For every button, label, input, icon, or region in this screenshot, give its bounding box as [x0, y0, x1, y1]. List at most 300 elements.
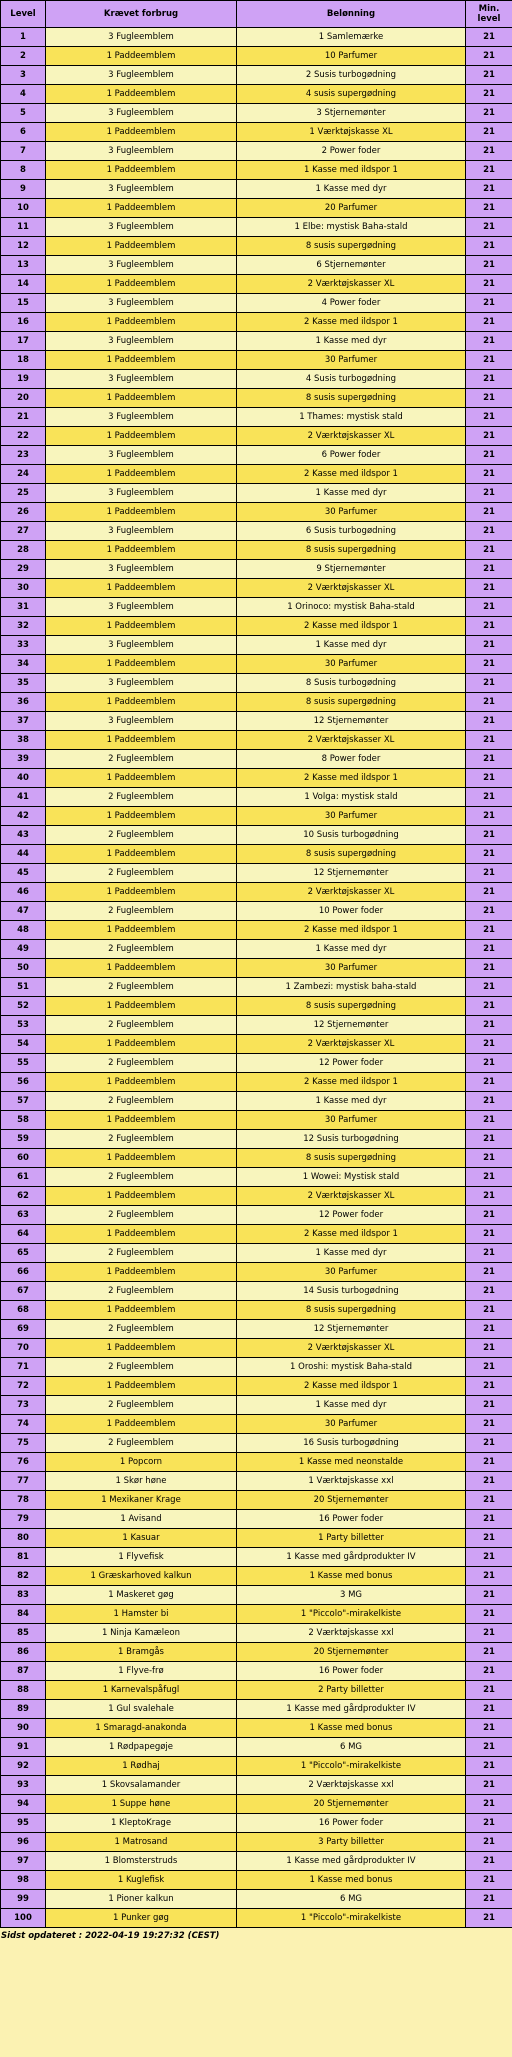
min-level-cell: 21	[466, 1852, 512, 1871]
table-row	[1, 1149, 512, 1168]
required-cell: 1 Bramgås	[46, 1643, 237, 1662]
required-cell: 1 Paddeemblem	[46, 351, 237, 370]
level-cell: 78	[1, 1491, 46, 1510]
table-row	[1, 332, 512, 351]
level-cell: 73	[1, 1396, 46, 1415]
reward-cell: 10 Susis turbogødning	[237, 826, 466, 845]
min-level-cell: 21	[466, 902, 512, 921]
min-level-cell: 21	[466, 1111, 512, 1130]
level-cell: 64	[1, 1225, 46, 1244]
required-cell: 2 Fugleemblem	[46, 1282, 237, 1301]
required-cell: 1 Kasuar	[46, 1529, 237, 1548]
reward-cell: 2 Kasse med ildspor 1	[237, 465, 466, 484]
table-row	[1, 427, 512, 446]
level-cell: 38	[1, 731, 46, 750]
level-cell: 66	[1, 1263, 46, 1282]
reward-cell: 30 Parfumer	[237, 351, 466, 370]
reward-cell: 1 Samlemærke	[237, 28, 466, 47]
required-cell: 2 Fugleemblem	[46, 1130, 237, 1149]
table-row	[1, 1225, 512, 1244]
table-row	[1, 1833, 512, 1852]
required-cell: 2 Fugleemblem	[46, 1396, 237, 1415]
level-cell: 56	[1, 1073, 46, 1092]
reward-cell: 30 Parfumer	[237, 959, 466, 978]
reward-cell: 3 Stjernemønter	[237, 104, 466, 123]
table-row	[1, 1396, 512, 1415]
required-cell: 1 Paddeemblem	[46, 1339, 237, 1358]
level-cell: 5	[1, 104, 46, 123]
min-level-cell: 21	[466, 1643, 512, 1662]
min-level-cell: 21	[466, 123, 512, 142]
required-cell: 2 Fugleemblem	[46, 1206, 237, 1225]
table-row	[1, 788, 512, 807]
reward-cell: 4 Susis turbogødning	[237, 370, 466, 389]
table-row	[1, 313, 512, 332]
required-cell: 1 Suppe høne	[46, 1795, 237, 1814]
table-row	[1, 864, 512, 883]
table-row	[1, 1909, 512, 1928]
table-row	[1, 693, 512, 712]
level-cell: 59	[1, 1130, 46, 1149]
required-cell: 1 Paddeemblem	[46, 1415, 237, 1434]
level-cell: 84	[1, 1605, 46, 1624]
reward-cell: 6 Power foder	[237, 446, 466, 465]
table-row	[1, 617, 512, 636]
required-cell: 3 Fugleemblem	[46, 28, 237, 47]
table-row	[1, 1757, 512, 1776]
min-level-cell: 21	[466, 674, 512, 693]
level-cell: 87	[1, 1662, 46, 1681]
level-cell: 10	[1, 199, 46, 218]
table-row	[1, 1681, 512, 1700]
reward-cell: 10 Parfumer	[237, 47, 466, 66]
required-cell: 2 Fugleemblem	[46, 788, 237, 807]
required-cell: 1 Skovsalamander	[46, 1776, 237, 1795]
min-level-cell: 21	[466, 1700, 512, 1719]
level-cell: 60	[1, 1149, 46, 1168]
level-cell: 57	[1, 1092, 46, 1111]
reward-cell: 2 Susis turbogødning	[237, 66, 466, 85]
table-row	[1, 1377, 512, 1396]
reward-cell: 6 Susis turbogødning	[237, 522, 466, 541]
required-cell: 1 Flyvefisk	[46, 1548, 237, 1567]
reward-cell: 20 Stjernemønter	[237, 1643, 466, 1662]
min-level-cell: 21	[466, 1890, 512, 1909]
table-row	[1, 1320, 512, 1339]
reward-cell: 1 Kasse med dyr	[237, 1244, 466, 1263]
reward-cell: 1 Thames: mystisk stald	[237, 408, 466, 427]
table-row	[1, 1168, 512, 1187]
required-cell: 1 Paddeemblem	[46, 1187, 237, 1206]
min-level-cell: 21	[466, 1871, 512, 1890]
required-cell: 1 KleptoKrage	[46, 1814, 237, 1833]
min-level-cell: 21	[466, 1662, 512, 1681]
table-row	[1, 1624, 512, 1643]
level-cell: 17	[1, 332, 46, 351]
table-row	[1, 123, 512, 142]
reward-cell: 9 Stjernemønter	[237, 560, 466, 579]
min-level-cell: 21	[466, 503, 512, 522]
table-row	[1, 1890, 512, 1909]
level-cell: 16	[1, 313, 46, 332]
min-level-cell: 21	[466, 598, 512, 617]
required-cell: 3 Fugleemblem	[46, 142, 237, 161]
table-row	[1, 1206, 512, 1225]
table-row	[1, 1795, 512, 1814]
reward-cell: 1 Kasse med neonstalde	[237, 1453, 466, 1472]
level-cell: 58	[1, 1111, 46, 1130]
table-row	[1, 1054, 512, 1073]
reward-cell: 30 Parfumer	[237, 807, 466, 826]
required-cell: 3 Fugleemblem	[46, 598, 237, 617]
level-cell: 70	[1, 1339, 46, 1358]
table-row	[1, 750, 512, 769]
reward-cell: 1 Værktøjskasse xxl	[237, 1472, 466, 1491]
required-cell: 1 Gul svalehale	[46, 1700, 237, 1719]
min-level-cell: 21	[466, 1054, 512, 1073]
table-row	[1, 1358, 512, 1377]
reward-cell: 1 Kasse med dyr	[237, 940, 466, 959]
reward-cell: 30 Parfumer	[237, 1415, 466, 1434]
reward-cell: 2 Værktøjskasser XL	[237, 883, 466, 902]
reward-cell: 1 Kasse med ildspor 1	[237, 161, 466, 180]
required-cell: 3 Fugleemblem	[46, 674, 237, 693]
reward-cell: 1 Kasse med dyr	[237, 180, 466, 199]
min-level-cell: 21	[466, 1016, 512, 1035]
required-cell: 3 Fugleemblem	[46, 408, 237, 427]
required-cell: 1 Paddeemblem	[46, 769, 237, 788]
min-level-cell: 21	[466, 1472, 512, 1491]
required-cell: 3 Fugleemblem	[46, 332, 237, 351]
reward-cell: 16 Power foder	[237, 1814, 466, 1833]
min-level-cell: 21	[466, 1510, 512, 1529]
table-row	[1, 1586, 512, 1605]
level-cell: 8	[1, 161, 46, 180]
table-row	[1, 959, 512, 978]
required-cell: 2 Fugleemblem	[46, 864, 237, 883]
table-row	[1, 370, 512, 389]
reward-cell: 2 Kasse med ildspor 1	[237, 1073, 466, 1092]
header-row	[1, 1, 512, 28]
level-cell: 74	[1, 1415, 46, 1434]
reward-cell: 6 MG	[237, 1890, 466, 1909]
min-level-cell: 21	[466, 1187, 512, 1206]
table-row	[1, 997, 512, 1016]
table-row	[1, 769, 512, 788]
table-row	[1, 655, 512, 674]
level-cell: 55	[1, 1054, 46, 1073]
table-row	[1, 1643, 512, 1662]
table-row	[1, 1548, 512, 1567]
reward-cell: 30 Parfumer	[237, 1263, 466, 1282]
reward-cell: 1 Oroshi: mystisk Baha-stald	[237, 1358, 466, 1377]
required-cell: 3 Fugleemblem	[46, 294, 237, 313]
required-cell: 1 Pioner kalkun	[46, 1890, 237, 1909]
level-cell: 4	[1, 85, 46, 104]
level-cell: 25	[1, 484, 46, 503]
level-cell: 47	[1, 902, 46, 921]
table-row	[1, 1282, 512, 1301]
required-cell: 1 Paddeemblem	[46, 199, 237, 218]
required-cell: 1 Paddeemblem	[46, 807, 237, 826]
min-level-cell: 21	[466, 1795, 512, 1814]
level-cell: 14	[1, 275, 46, 294]
required-cell: 3 Fugleemblem	[46, 218, 237, 237]
header-required-consumption: Krævet forbrug	[46, 1, 237, 28]
table-row	[1, 1529, 512, 1548]
reward-cell: 2 Værktøjskasser XL	[237, 1339, 466, 1358]
reward-cell: 2 Kasse med ildspor 1	[237, 313, 466, 332]
level-cell: 35	[1, 674, 46, 693]
required-cell: 1 Paddeemblem	[46, 883, 237, 902]
table-row	[1, 1567, 512, 1586]
reward-cell: 4 Power foder	[237, 294, 466, 313]
last-updated-note: Sidst opdateret : 2022-04-19 19:27:32 (CEST)	[1, 1931, 220, 1941]
required-cell: 1 Maskeret gøg	[46, 1586, 237, 1605]
level-cell: 81	[1, 1548, 46, 1567]
header-reward: Belønning	[237, 1, 466, 28]
table-row	[1, 218, 512, 237]
reward-cell: 2 Værktøjskasser XL	[237, 579, 466, 598]
min-level-cell: 21	[466, 826, 512, 845]
required-cell: 1 Paddeemblem	[46, 1263, 237, 1282]
min-level-cell: 21	[466, 959, 512, 978]
level-cell: 37	[1, 712, 46, 731]
min-level-cell: 21	[466, 465, 512, 484]
min-level-cell: 21	[466, 845, 512, 864]
level-cell: 69	[1, 1320, 46, 1339]
min-level-cell: 21	[466, 1529, 512, 1548]
level-cell: 44	[1, 845, 46, 864]
required-cell: 1 Smaragd-anakonda	[46, 1719, 237, 1738]
level-cell: 19	[1, 370, 46, 389]
min-level-cell: 21	[466, 237, 512, 256]
table-row	[1, 446, 512, 465]
table-row	[1, 731, 512, 750]
header-level: Level	[1, 1, 46, 28]
level-cell: 100	[1, 1909, 46, 1928]
reward-cell: 1 Kasse med dyr	[237, 636, 466, 655]
level-cell: 39	[1, 750, 46, 769]
reward-cell: 8 susis supergødning	[237, 997, 466, 1016]
table-row	[1, 845, 512, 864]
level-cell: 77	[1, 1472, 46, 1491]
required-cell: 1 Ninja Kamæleon	[46, 1624, 237, 1643]
reward-cell: 1 Orinoco: mystisk Baha-stald	[237, 598, 466, 617]
min-level-cell: 21	[466, 332, 512, 351]
min-level-cell: 21	[466, 313, 512, 332]
level-cell: 27	[1, 522, 46, 541]
reward-cell: 1 "Piccolo"-mirakelkiste	[237, 1605, 466, 1624]
level-cell: 22	[1, 427, 46, 446]
level-cell: 32	[1, 617, 46, 636]
required-cell: 1 Matrosand	[46, 1833, 237, 1852]
table-row	[1, 1035, 512, 1054]
required-cell: 1 Skør høne	[46, 1472, 237, 1491]
min-level-cell: 21	[466, 1833, 512, 1852]
table-row	[1, 85, 512, 104]
reward-cell: 6 MG	[237, 1738, 466, 1757]
reward-cell: 2 Værktøjskasser XL	[237, 1035, 466, 1054]
level-cell: 62	[1, 1187, 46, 1206]
min-level-cell: 21	[466, 1548, 512, 1567]
required-cell: 3 Fugleemblem	[46, 636, 237, 655]
table-row	[1, 883, 512, 902]
required-cell: 1 Paddeemblem	[46, 655, 237, 674]
required-cell: 3 Fugleemblem	[46, 104, 237, 123]
reward-cell: 8 susis supergødning	[237, 845, 466, 864]
reward-cell: 30 Parfumer	[237, 1111, 466, 1130]
reward-cell: 1 Kasse med gårdprodukter IV	[237, 1700, 466, 1719]
min-level-cell: 21	[466, 1092, 512, 1111]
table-row	[1, 389, 512, 408]
level-cell: 97	[1, 1852, 46, 1871]
required-cell: 1 Paddeemblem	[46, 465, 237, 484]
level-cell: 79	[1, 1510, 46, 1529]
min-level-cell: 21	[466, 788, 512, 807]
table-row	[1, 1130, 512, 1149]
level-cell: 89	[1, 1700, 46, 1719]
table-row	[1, 47, 512, 66]
level-cell: 20	[1, 389, 46, 408]
level-cell: 98	[1, 1871, 46, 1890]
level-cell: 13	[1, 256, 46, 275]
reward-cell: 1 "Piccolo"-mirakelkiste	[237, 1909, 466, 1928]
table-row	[1, 1700, 512, 1719]
level-cell: 68	[1, 1301, 46, 1320]
level-cell: 31	[1, 598, 46, 617]
reward-cell: 10 Power foder	[237, 902, 466, 921]
reward-cell: 1 Elbe: mystisk Baha-stald	[237, 218, 466, 237]
level-cell: 15	[1, 294, 46, 313]
table-body	[1, 28, 512, 1928]
level-cell: 53	[1, 1016, 46, 1035]
min-level-cell: 21	[466, 1757, 512, 1776]
reward-cell: 1 Kasse med dyr	[237, 332, 466, 351]
min-level-cell: 21	[466, 85, 512, 104]
reward-cell: 1 Kasse med dyr	[237, 484, 466, 503]
required-cell: 1 Avisand	[46, 1510, 237, 1529]
table-row	[1, 598, 512, 617]
min-level-cell: 21	[466, 1586, 512, 1605]
min-level-cell: 21	[466, 693, 512, 712]
required-cell: 1 Paddeemblem	[46, 47, 237, 66]
min-level-cell: 21	[466, 1073, 512, 1092]
reward-cell: 4 susis supergødning	[237, 85, 466, 104]
level-cell: 34	[1, 655, 46, 674]
required-cell: 1 Paddeemblem	[46, 1225, 237, 1244]
level-cell: 86	[1, 1643, 46, 1662]
reward-cell: 12 Stjernemønter	[237, 712, 466, 731]
required-cell: 1 Flyve-frø	[46, 1662, 237, 1681]
reward-cell: 2 Kasse med ildspor 1	[237, 769, 466, 788]
min-level-cell: 21	[466, 1605, 512, 1624]
min-level-cell: 21	[466, 1377, 512, 1396]
min-level-cell: 21	[466, 1434, 512, 1453]
table-row	[1, 902, 512, 921]
reward-cell: 2 Værktøjskasser XL	[237, 275, 466, 294]
level-cell: 71	[1, 1358, 46, 1377]
min-level-cell: 21	[466, 1168, 512, 1187]
level-cell: 52	[1, 997, 46, 1016]
level-cell: 75	[1, 1434, 46, 1453]
min-level-cell: 21	[466, 1491, 512, 1510]
level-cell: 41	[1, 788, 46, 807]
level-cell: 48	[1, 921, 46, 940]
reward-cell: 16 Power foder	[237, 1510, 466, 1529]
reward-cell: 8 Power foder	[237, 750, 466, 769]
required-cell: 2 Fugleemblem	[46, 1320, 237, 1339]
min-level-cell: 21	[466, 1681, 512, 1700]
required-cell: 3 Fugleemblem	[46, 256, 237, 275]
required-cell: 1 Paddeemblem	[46, 1111, 237, 1130]
reward-cell: 16 Power foder	[237, 1662, 466, 1681]
reward-cell: 6 Stjernemønter	[237, 256, 466, 275]
level-cell: 7	[1, 142, 46, 161]
required-cell: 1 Paddeemblem	[46, 1073, 237, 1092]
min-level-cell: 21	[466, 1225, 512, 1244]
table-row	[1, 1852, 512, 1871]
required-cell: 3 Fugleemblem	[46, 180, 237, 199]
table-row	[1, 1263, 512, 1282]
level-cell: 46	[1, 883, 46, 902]
level-cell: 95	[1, 1814, 46, 1833]
reward-cell: 2 Party billetter	[237, 1681, 466, 1700]
min-level-cell: 21	[466, 66, 512, 85]
required-cell: 3 Fugleemblem	[46, 446, 237, 465]
level-cell: 83	[1, 1586, 46, 1605]
min-level-cell: 21	[466, 769, 512, 788]
required-cell: 1 Paddeemblem	[46, 693, 237, 712]
required-cell: 2 Fugleemblem	[46, 978, 237, 997]
required-cell: 3 Fugleemblem	[46, 712, 237, 731]
reward-cell: 1 Wowei: Mystisk stald	[237, 1168, 466, 1187]
level-cell: 82	[1, 1567, 46, 1586]
min-level-cell: 21	[466, 199, 512, 218]
reward-cell: 16 Susis turbogødning	[237, 1434, 466, 1453]
level-cell: 45	[1, 864, 46, 883]
min-level-cell: 21	[466, 1339, 512, 1358]
table-row	[1, 1776, 512, 1795]
required-cell: 2 Fugleemblem	[46, 1358, 237, 1377]
table-row	[1, 28, 512, 47]
level-cell: 51	[1, 978, 46, 997]
min-level-cell: 21	[466, 1415, 512, 1434]
level-cell: 72	[1, 1377, 46, 1396]
min-level-cell: 21	[466, 1719, 512, 1738]
table-row	[1, 1662, 512, 1681]
level-cell: 42	[1, 807, 46, 826]
reward-cell: 1 Party billetter	[237, 1529, 466, 1548]
level-cell: 36	[1, 693, 46, 712]
reward-cell: 1 Volga: mystisk stald	[237, 788, 466, 807]
required-cell: 1 Kuglefisk	[46, 1871, 237, 1890]
min-level-cell: 21	[466, 1263, 512, 1282]
table-row	[1, 712, 512, 731]
required-cell: 1 Paddeemblem	[46, 275, 237, 294]
level-cell: 93	[1, 1776, 46, 1795]
required-cell: 2 Fugleemblem	[46, 1092, 237, 1111]
reward-cell: 30 Parfumer	[237, 503, 466, 522]
reward-cell: 8 susis supergødning	[237, 541, 466, 560]
table-row	[1, 351, 512, 370]
level-cell: 67	[1, 1282, 46, 1301]
level-cell: 9	[1, 180, 46, 199]
reward-cell: 3 MG	[237, 1586, 466, 1605]
min-level-cell: 21	[466, 104, 512, 123]
table-row	[1, 1491, 512, 1510]
level-cell: 80	[1, 1529, 46, 1548]
